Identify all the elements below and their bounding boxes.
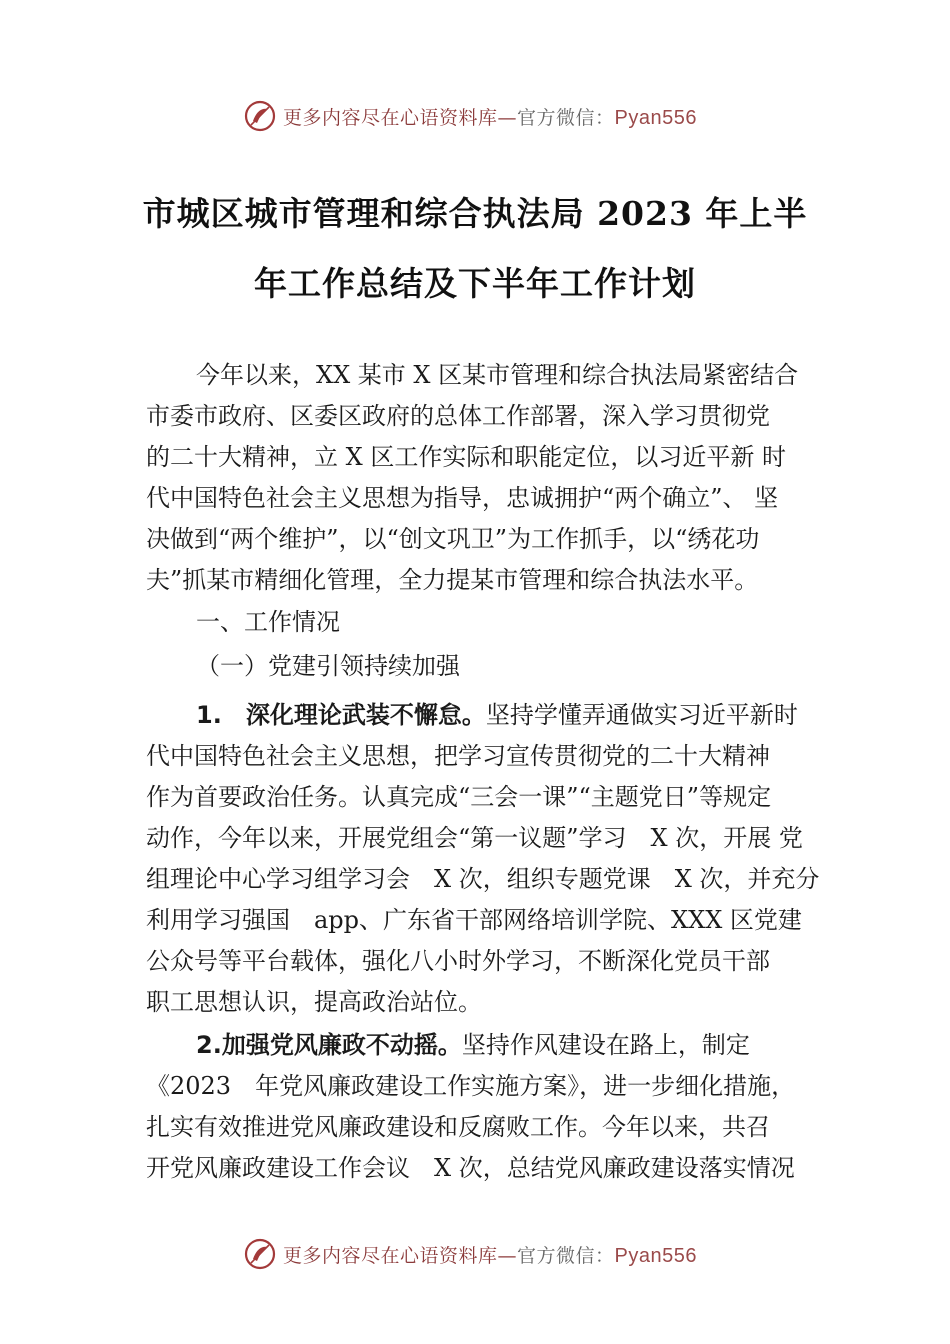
paragraph-line: 代中国特色社会主义思想，把学习宣传贯彻党的二十大精神 (146, 742, 770, 770)
paragraph-line: 公众号等平台载体，强化八小时外学习，不断深化党员干部 (146, 947, 770, 975)
paragraph-line: 组理论中心学习组学习会 X 次，组织专题党课 X 次，并充分 (146, 865, 820, 893)
item-1-paragraph (146, 695, 846, 1023)
document-title-line-1: 市城区城市管理和综合执法局 2023 年上半 (142, 194, 808, 233)
banner-wechat-label: 官方微信： (517, 106, 615, 129)
paragraph-line: 代中国特色社会主义思想为指导，忠诚拥护“两个确立”、 坚 (146, 484, 779, 512)
paragraph-line: 今年以来，XX 某市 X 区某市管理和综合执法局紧密结合 (196, 361, 799, 389)
item-2-label: 2.加强党风廉政不动摇。 (196, 1031, 462, 1059)
item-1-label: 1. 深化理论武装不懈怠。 (196, 701, 486, 729)
header-banner (0, 94, 950, 138)
paragraph-line: 决做到“两个维护”，以“创文巩卫”为工作抓手，以“绣花功 (146, 525, 760, 553)
banner-text (283, 103, 697, 130)
section-heading: 一、工作情况 (196, 608, 340, 636)
paragraph-line: 开党风廉政建设工作会议 X 次，总结党风廉政建设落实情况 (146, 1154, 795, 1182)
banner-separator: — (497, 106, 518, 129)
logo-icon (243, 99, 277, 133)
item-1-first-line: 坚持学懂弄通做实习近平新时 (485, 701, 798, 729)
paragraph-line: 扎实有效推进党风廉政建设和反腐败工作。今年以来，共召 (146, 1113, 770, 1141)
paragraph-line: 的二十大精神，立 X 区工作实际和职能定位，以习近平新 时 (146, 443, 786, 471)
banner-brand: 更多内容尽在心语资料库 (283, 106, 498, 129)
paragraph-line: 职工思想认识，提高政治站位。 (146, 988, 482, 1016)
banner-wechat-id: Pyan556 (614, 1244, 697, 1267)
footer-banner (0, 1232, 950, 1276)
paragraph-line (146, 1025, 846, 1066)
document-title-line-2: 年工作总结及下半年工作计划 (254, 264, 696, 303)
paragraph-line: 利用学习强国 app、广东省干部网络培训学院、XXX 区党建 (146, 906, 802, 934)
logo-icon (243, 1237, 277, 1271)
paragraph-line: 动作，今年以来，开展党组会“第一议题”学习 X 次，开展 党 (146, 824, 803, 852)
item-2-first-line: 坚持作风建设在路上，制定 (461, 1031, 750, 1059)
paragraph-line: 《2023 年党风廉政建设工作实施方案》，进一步细化措施， (146, 1072, 796, 1100)
paragraph-line: 市委市政府、区委区政府的总体工作部署，深入学习贯彻党 (146, 402, 770, 430)
item-2-paragraph (146, 1025, 846, 1189)
intro-paragraph (146, 355, 846, 601)
paragraph-line (146, 695, 846, 736)
banner-separator: — (497, 1244, 518, 1267)
banner-brand: 更多内容尽在心语资料库 (283, 1244, 498, 1267)
paragraph-line: 夫”抓某市精细化管理，全力提某市管理和综合执法水平。 (146, 566, 759, 594)
subsection-heading: （一）党建引领持续加强 (196, 652, 460, 680)
banner-wechat-label: 官方微信： (517, 1244, 615, 1267)
banner-wechat-id: Pyan556 (614, 106, 697, 129)
paragraph-line: 作为首要政治任务。认真完成“三会一课”“主题党日”等规定 (146, 783, 772, 811)
banner-text (283, 1241, 697, 1268)
